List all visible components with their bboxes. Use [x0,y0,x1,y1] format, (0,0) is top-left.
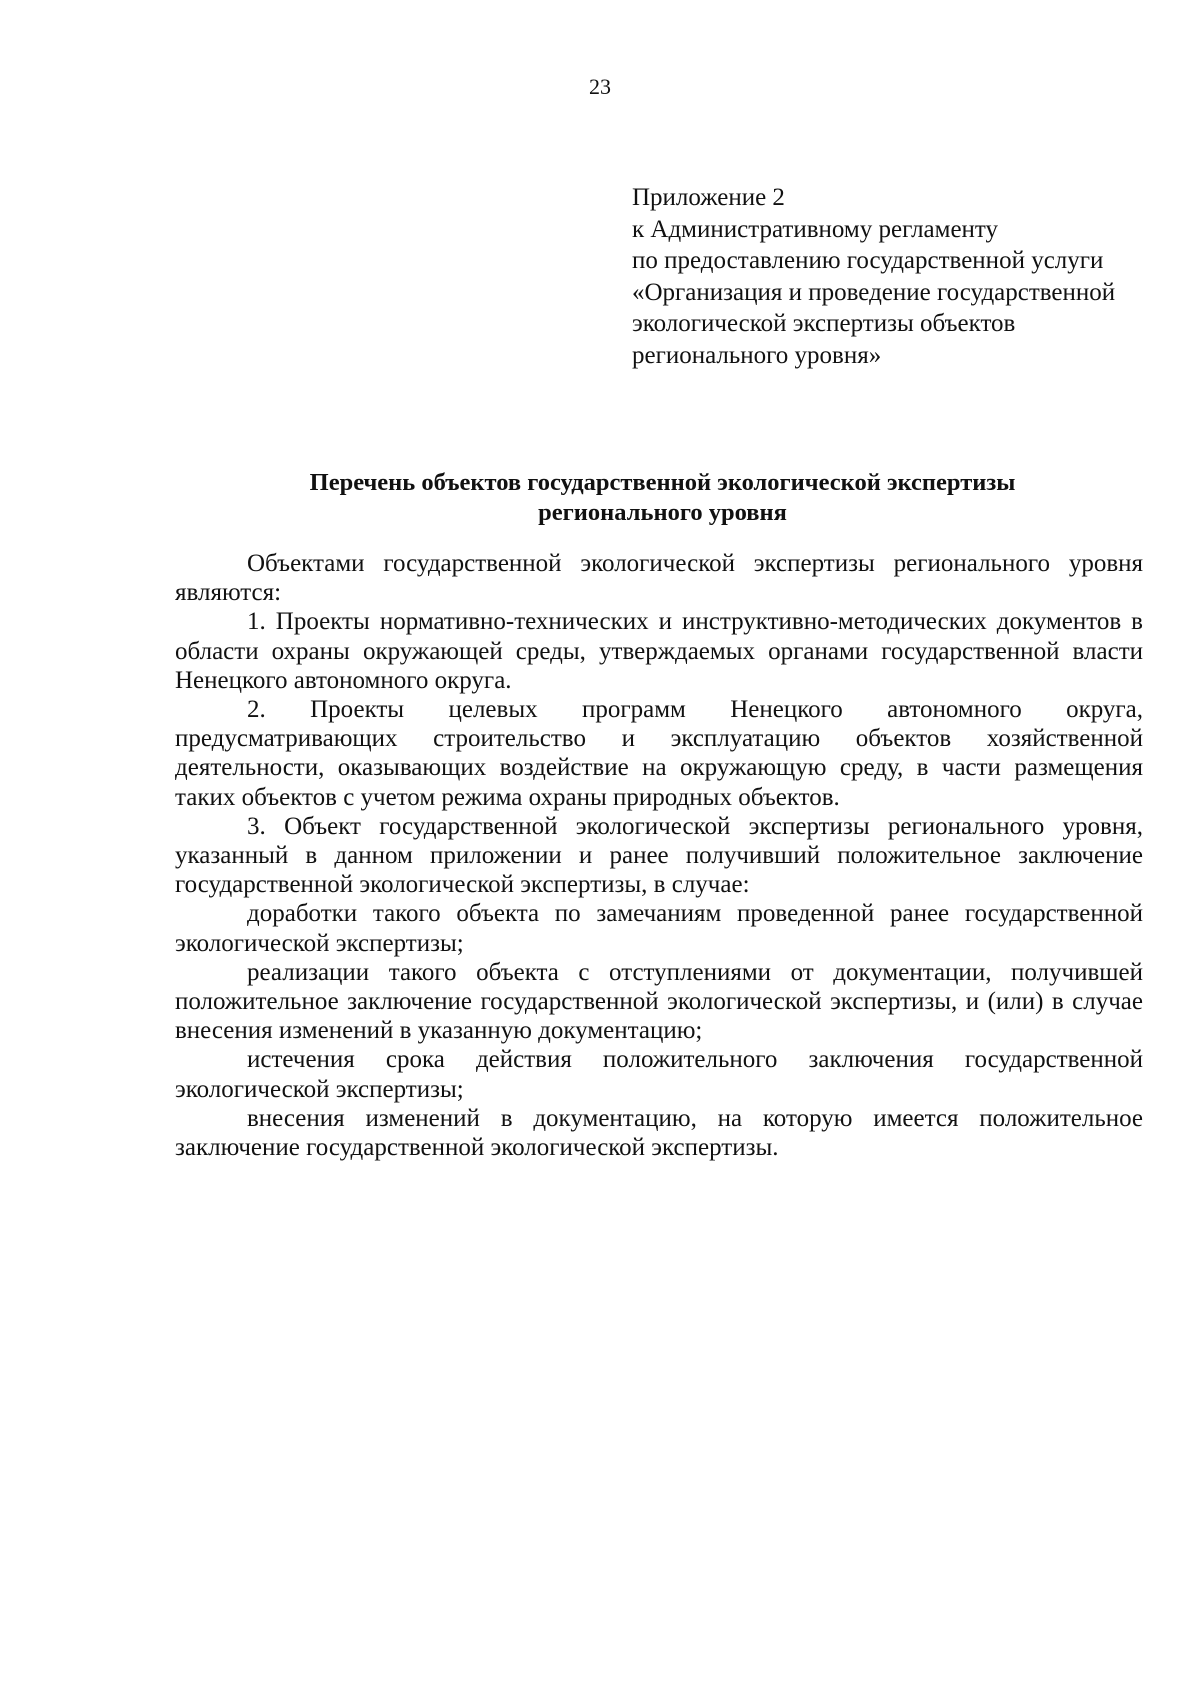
sub-item-implementation: реализации такого объекта с отступлениями от документации, получившей положительное заключение государственной экологической экспертизы, и (или) в случае внесения изменений в указанную документацию; [175,958,1143,1045]
appendix-line: к Административному регламенту [632,215,999,243]
appendix-line: по предоставлению государственной услуги [632,247,1104,274]
appendix-line: Приложение 2 [632,184,785,211]
document-title-line-2: регионального уровня [538,499,787,526]
list-item-1: 1. Проекты нормативно-технических и инструктивно-методических документов в области охраны окружающей среды, утверждаемых органами государственной власти Ненецкого автономного округа. [175,608,1143,694]
intro-paragraph: Объектами государственной экологической экспертизы регионального уровня являются: [175,550,1143,607]
appendix-line: «Организация и проведение государственной [632,278,1116,306]
list-item-3: 3. Объект государственной экологической экспертизы регионального уровня, указанный в данном приложении и ранее получивший положительное заключение государственной экологической экспертизы, в случае: [175,812,1143,899]
sub-item-revision: доработки такого объекта по замечаниям проведенной ранее государственной экологической экспертизы; [175,900,1143,957]
document-title [175,468,1150,528]
appendix-header [632,182,1172,371]
appendix-line: экологической экспертизы объектов [632,310,1016,337]
sub-item-amendments: внесения изменений в документацию, на которую имеется положительное заключение государственной экологической экспертизы. [175,1104,1143,1162]
document-body [175,549,1143,1162]
document-title-line-1: Перечень объектов государственной экологической экспертизы [309,469,1016,496]
sub-item-expiration: истечения срока действия положительного заключения государственной экологической экспертизы; [175,1046,1143,1103]
page-number: 23 [589,74,611,99]
list-item-2: 2. Проекты целевых программ Ненецкого автономного округа, предусматривающих строительство и эксплуатацию объектов хозяйственной деятельности, оказывающих воздействие на окружающую среду, в части размещения таких объектов с учетом режима охраны природных объектов. [175,696,1143,811]
appendix-line: регионального уровня» [632,341,882,369]
